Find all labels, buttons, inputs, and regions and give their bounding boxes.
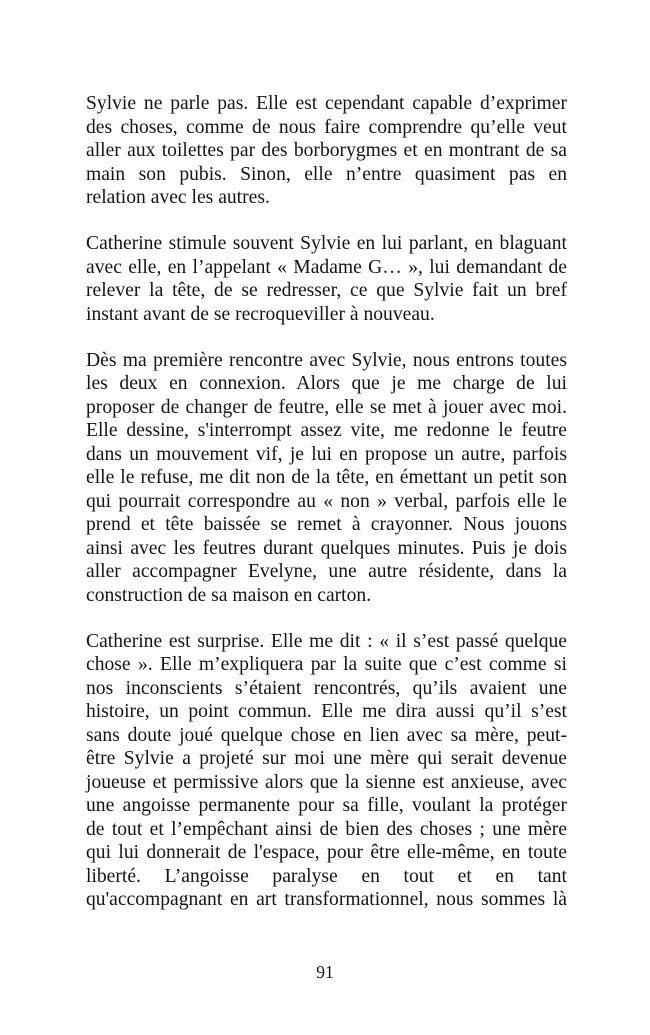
paragraph-4: [86, 630, 567, 912]
text-line: liberté. L’angoisse paralyse en tout et en tant: [86, 865, 567, 887]
text-line: qui lui donnerait de l'espace, pour être elle-même, en toute: [86, 842, 567, 863]
text-line: sans doute joué quelque chose en lien avec sa mère, peut-: [86, 724, 567, 746]
text-line: dans un mouvement vif, je lui en propose un autre, parfois: [86, 443, 567, 465]
text-line: prend et tête baissée se remet à crayonner. Nous jouons: [86, 514, 567, 535]
text-line: construction de sa maison en carton.: [86, 584, 372, 606]
text-line: relation avec les autres.: [86, 187, 270, 208]
text-line: Catherine stimule souvent Sylvie en lui parlant, en blaguant: [86, 233, 567, 254]
text-line: aller accompagner Evelyne, une autre résidente, dans la: [86, 561, 567, 582]
paragraph-1: [86, 92, 567, 210]
text-line: Dès ma première rencontre avec Sylvie, nous entrons toutes: [86, 349, 567, 371]
text-line: des choses, comme de nous faire comprendre qu’elle veut: [86, 116, 567, 138]
text-line: avec elle, en l’appelant « Madame G… », lui demandant de: [86, 256, 567, 278]
text-line: nos inconscients s’étaient rencontrés, qu’ils avaient une: [86, 677, 567, 699]
text-line: qu'accompagnant en art transformationnel, nous sommes là: [86, 889, 567, 910]
text-line: être Sylvie a projeté sur moi une mère qui serait devenue: [86, 748, 567, 769]
text-line: qui pourrait correspondre au « non » verbal, parfois elle le: [86, 490, 567, 512]
text-line: Catherine est surprise. Elle me dit : « il s’est passé quelque: [86, 630, 567, 652]
text-line: ainsi avec les feutres durant quelques minutes. Puis je dois: [86, 537, 567, 559]
paragraph-3: [86, 349, 567, 608]
text-line: Elle dessine, s'interrompt assez vite, me redonne le feutre: [86, 420, 567, 441]
text-line: proposer de changer de feutre, elle se met à jouer avec moi.: [86, 396, 567, 418]
text-line: main son pubis. Sinon, elle n’entre quasiment pas en: [86, 163, 567, 185]
text-line: joueuse et permissive alors que la sienne est anxieuse, avec: [86, 771, 567, 793]
text-line: Sylvie ne parle pas. Elle est cependant capable d’exprimer: [86, 93, 567, 114]
text-line: chose ». Elle m’expliquera par la suite que c’est comme si: [86, 654, 567, 675]
text-line: instant avant de se recroqueviller à nouveau.: [86, 303, 435, 325]
text-line: relever la tête, de se redresser, ce que Sylvie fait un bref: [86, 280, 567, 301]
text-line: de tout et l’empêchant ainsi de bien des choses ; une mère: [86, 818, 567, 840]
text-line: les deux en connexion. Alors que je me charge de lui: [86, 373, 567, 394]
text-line: histoire, un point commun. Elle me dira aussi qu’il s’est: [86, 701, 567, 722]
paragraph-2: [86, 232, 567, 326]
text-line: elle le refuse, me dit non de la tête, en émettant un petit son: [86, 467, 567, 488]
page-number: 91: [316, 962, 334, 982]
text-line: aller aux toilettes par des borborygmes et en montrant de sa: [86, 140, 567, 161]
body-text: [86, 92, 567, 934]
text-line: une angoisse permanente pour sa fille, voulant la protéger: [86, 795, 567, 816]
